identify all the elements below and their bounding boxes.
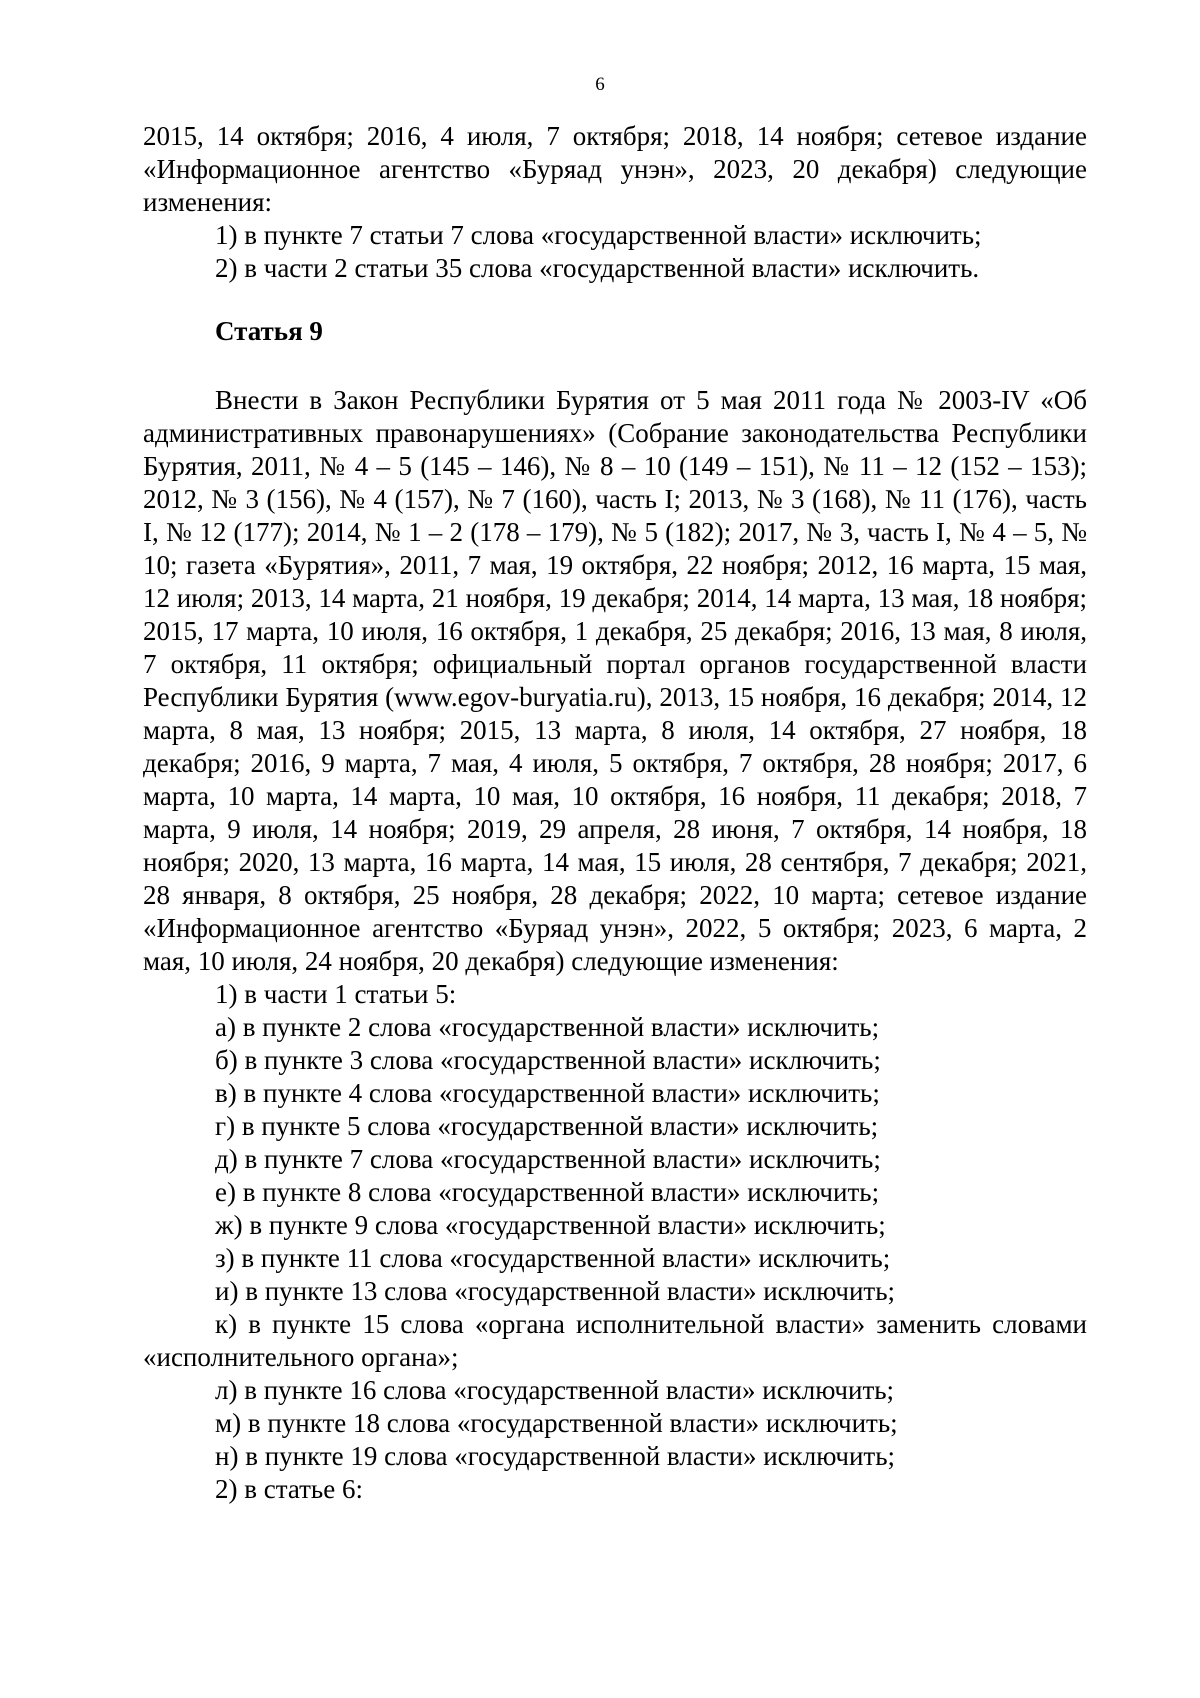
article8-item-1: 1) в пункте 7 статьи 7 слова «государственной власти» исключить;: [215, 220, 982, 250]
page-number: 6: [595, 74, 605, 95]
part1-item-zh: ж) в пункте 9 слова «государственной власти» исключить;: [215, 1210, 886, 1240]
part1-item-i: и) в пункте 13 слова «государственной власти» исключить;: [215, 1276, 896, 1306]
part1-item-e: е) в пункте 8 слова «государственной власти» исключить;: [215, 1177, 880, 1207]
part1-item-a: а) в пункте 2 слова «государственной власти» исключить;: [215, 1012, 880, 1042]
part1-item-l: л) в пункте 16 слова «государственной власти» исключить;: [215, 1375, 895, 1405]
part1-item-k: к) в пункте 15 слова «органа исполнительной власти» заменить словами «исполнительного органа»;: [143, 1309, 1087, 1372]
article9-main-paragraph: Внести в Закон Республики Бурятия от 5 мая 2011 года № 2003-IV «Об административных правонарушениях» (Собрание законодательства Республики Бурятия, 2011, № 4 – 5 (145 – 146), № 8 – 10 (149 – 151), № 11 – 12 (152 – 153); 2012, № 3 (156), № 4 (157), № 7 (160), часть I; 2013, № 3 (168), № 11 (176), часть I, № 12 (177); 2014, № 1 – 2 (178 – 179), № 5 (182); 2017, № 3, часть I, № 4 – 5, № 10; газета «Бурятия», 2011, 7 мая, 19 октября, 22 ноября; 2012, 16 марта, 15 мая, 12 июля; 2013, 14 марта, 21 ноября, 19 декабря; 2014, 14 марта, 13 мая, 18 ноября; 2015, 17 марта, 10 июля, 16 октября, 1 декабря, 25 декабря; 2016, 13 мая, 8 июля, 7 октября, 11 октября; официальный портал органов государственной власти Республики Бурятия (www.egov-buryatia.ru), 2013, 15 ноября, 16 декабря; 2014, 12 марта, 8 мая, 13 ноября; 2015, 13 марта, 8 июля, 14 октября, 27 ноября, 18 декабря; 2016, 9 марта, 7 мая, 4 июля, 5 октября, 7 октября, 28 ноября; 2017, 6 марта, 10 марта, 14 марта, 10 мая, 10 октября, 16 ноября, 11 декабря; 2018, 7 марта, 9 июля, 14 ноября; 2019, 29 апреля, 28 июня, 7 октября, 14 ноября, 18 ноября; 2020, 13 марта, 16 марта, 14 мая, 15 июля, 28 сентября, 7 декабря; 2021, 28 января, 8 октября, 25 ноября, 28 декабря; 2022, 10 марта; сетевое издание «Информационное агентство «Буряад унэн», 2022, 5 октября; 2023, 6 марта, 2 мая, 10 июля, 24 ноября, 20 декабря) следующие изменения:: [143, 385, 1087, 976]
part1-item-g: г) в пункте 5 слова «государственной власти» исключить;: [215, 1111, 879, 1141]
part1-item-m: м) в пункте 18 слова «государственной власти» исключить;: [215, 1408, 898, 1438]
part1-title: 1) в части 1 статьи 5:: [215, 979, 457, 1009]
part1-item-v: в) в пункте 4 слова «государственной власти» исключить;: [215, 1078, 880, 1108]
part2-title: 2) в статье 6:: [215, 1474, 363, 1504]
article-heading: Статья 9: [215, 316, 323, 346]
intro-paragraph: 2015, 14 октября; 2016, 4 июля, 7 октября; 2018, 14 ноября; сетевое издание «Информационное агентство «Буряад унэн», 2023, 20 декабря) следующие изменения:: [143, 121, 1087, 217]
part1-item-b: б) в пункте 3 слова «государственной власти» исключить;: [215, 1045, 881, 1075]
part1-item-z: з) в пункте 11 слова «государственной власти» исключить;: [215, 1243, 891, 1273]
part1-item-d: д) в пункте 7 слова «государственной власти» исключить;: [215, 1144, 881, 1174]
part1-item-n: н) в пункте 19 слова «государственной власти» исключить;: [215, 1441, 896, 1471]
article8-item-2: 2) в части 2 статьи 35 слова «государственной власти» исключить.: [215, 253, 980, 283]
document-body: [143, 120, 1087, 1506]
